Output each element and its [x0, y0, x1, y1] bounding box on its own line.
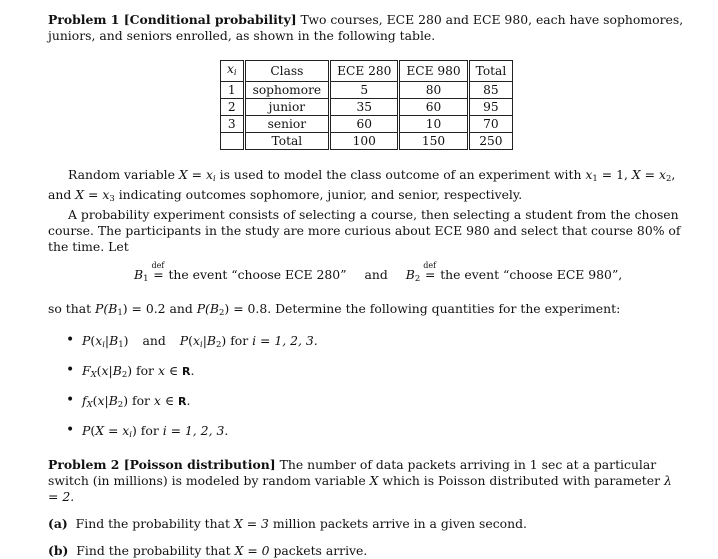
problem-1-intro-text: Two courses, ECE 280 and ECE 980, each have sophomores, juniors, and seniors enrolled, as shown in the following table. [48, 12, 684, 43]
table-header-cell: $x_i$ [221, 61, 245, 82]
table-cell [221, 133, 245, 150]
enrollment-table [220, 60, 513, 150]
table-header-row [221, 61, 513, 82]
list-item: • $f_X(x|B2)$ for x ∈ R. [66, 393, 684, 413]
table-cell: Total [244, 133, 330, 150]
quantities-list [66, 333, 684, 443]
table-cell: 10 [399, 116, 468, 133]
table-header-cell: Class [244, 61, 330, 82]
table-cell: 60 [330, 116, 399, 133]
problem-1-heading: Problem 1 [Conditional probability] [48, 12, 297, 27]
table-header-cell: ECE 980 [399, 61, 468, 82]
table-cell: 70 [468, 116, 513, 133]
list-item: • $P(x_i|B1)$ and $P(x_i|B2)$ for i = 1, 2, 3. [66, 333, 684, 353]
table-row [221, 116, 513, 133]
event-definitions: B1 def = the event “choose ECE 280” and B2 def = the event “choose ECE 980”, [134, 261, 623, 284]
list-item: • $P(X = x_i)$ for i = 1, 2, 3. [66, 423, 684, 443]
table-cell: 150 [399, 133, 468, 150]
problem-1-intro [48, 12, 684, 44]
table-header-cell: ECE 280 [330, 61, 399, 82]
problem-2-part-b: (b) Find the probability that X = 0 packets arrive. [48, 543, 368, 558]
table-cell: 85 [468, 82, 513, 99]
table-header-cell: Total [468, 61, 513, 82]
problem-2-part-a: (a) Find the probability that X = 3 million packets arrive in a given second. [48, 516, 527, 531]
table-cell: 5 [330, 82, 399, 99]
table-cell: 250 [468, 133, 513, 150]
table-cell: sophomore [244, 82, 330, 99]
table-cell: 100 [330, 133, 399, 150]
table-cell: 80 [399, 82, 468, 99]
table-total-row [221, 133, 513, 150]
problem-2-heading: Problem 2 [Poisson distribution] [48, 457, 276, 472]
probabilities-paragraph: so that P(B1) = 0.2 and P(B2) = 0.8. Determine the following quantities for the experiment: [48, 301, 621, 318]
table-row [221, 82, 513, 99]
table-cell: 3 [221, 116, 245, 133]
table-cell: 35 [330, 99, 399, 116]
table-row [221, 99, 513, 116]
table-cell: 60 [399, 99, 468, 116]
table-cell: junior [244, 99, 330, 116]
table-cell: senior [244, 116, 330, 133]
list-item: • $F_X(x|B2)$ for x ∈ R. [66, 363, 684, 383]
table-cell: 2 [221, 99, 245, 116]
problem-2-intro: Problem 2 [Poisson distribution] The number of data packets arriving in 1 sec at a particular switch (in millions) is modeled by random variable X which is Poisson distributed with parameter λ = 2. [48, 457, 672, 504]
document-page [48, 12, 684, 559]
table-cell: 95 [468, 99, 513, 116]
random-variable-paragraph: Random variable $X = x_i$ is used to model the class outcome of an experiment with x1 = 1, X = x2, and X = x3 indicating outcomes sophomore, junior, and senior, respectively. [48, 167, 676, 204]
experiment-paragraph: A probability experiment consists of selecting a course, then selecting a student from the chosen course. The participants in the study are more curious about ECE 980 and select that course 80% of the time. Let [48, 207, 681, 254]
table-cell: 1 [221, 82, 245, 99]
